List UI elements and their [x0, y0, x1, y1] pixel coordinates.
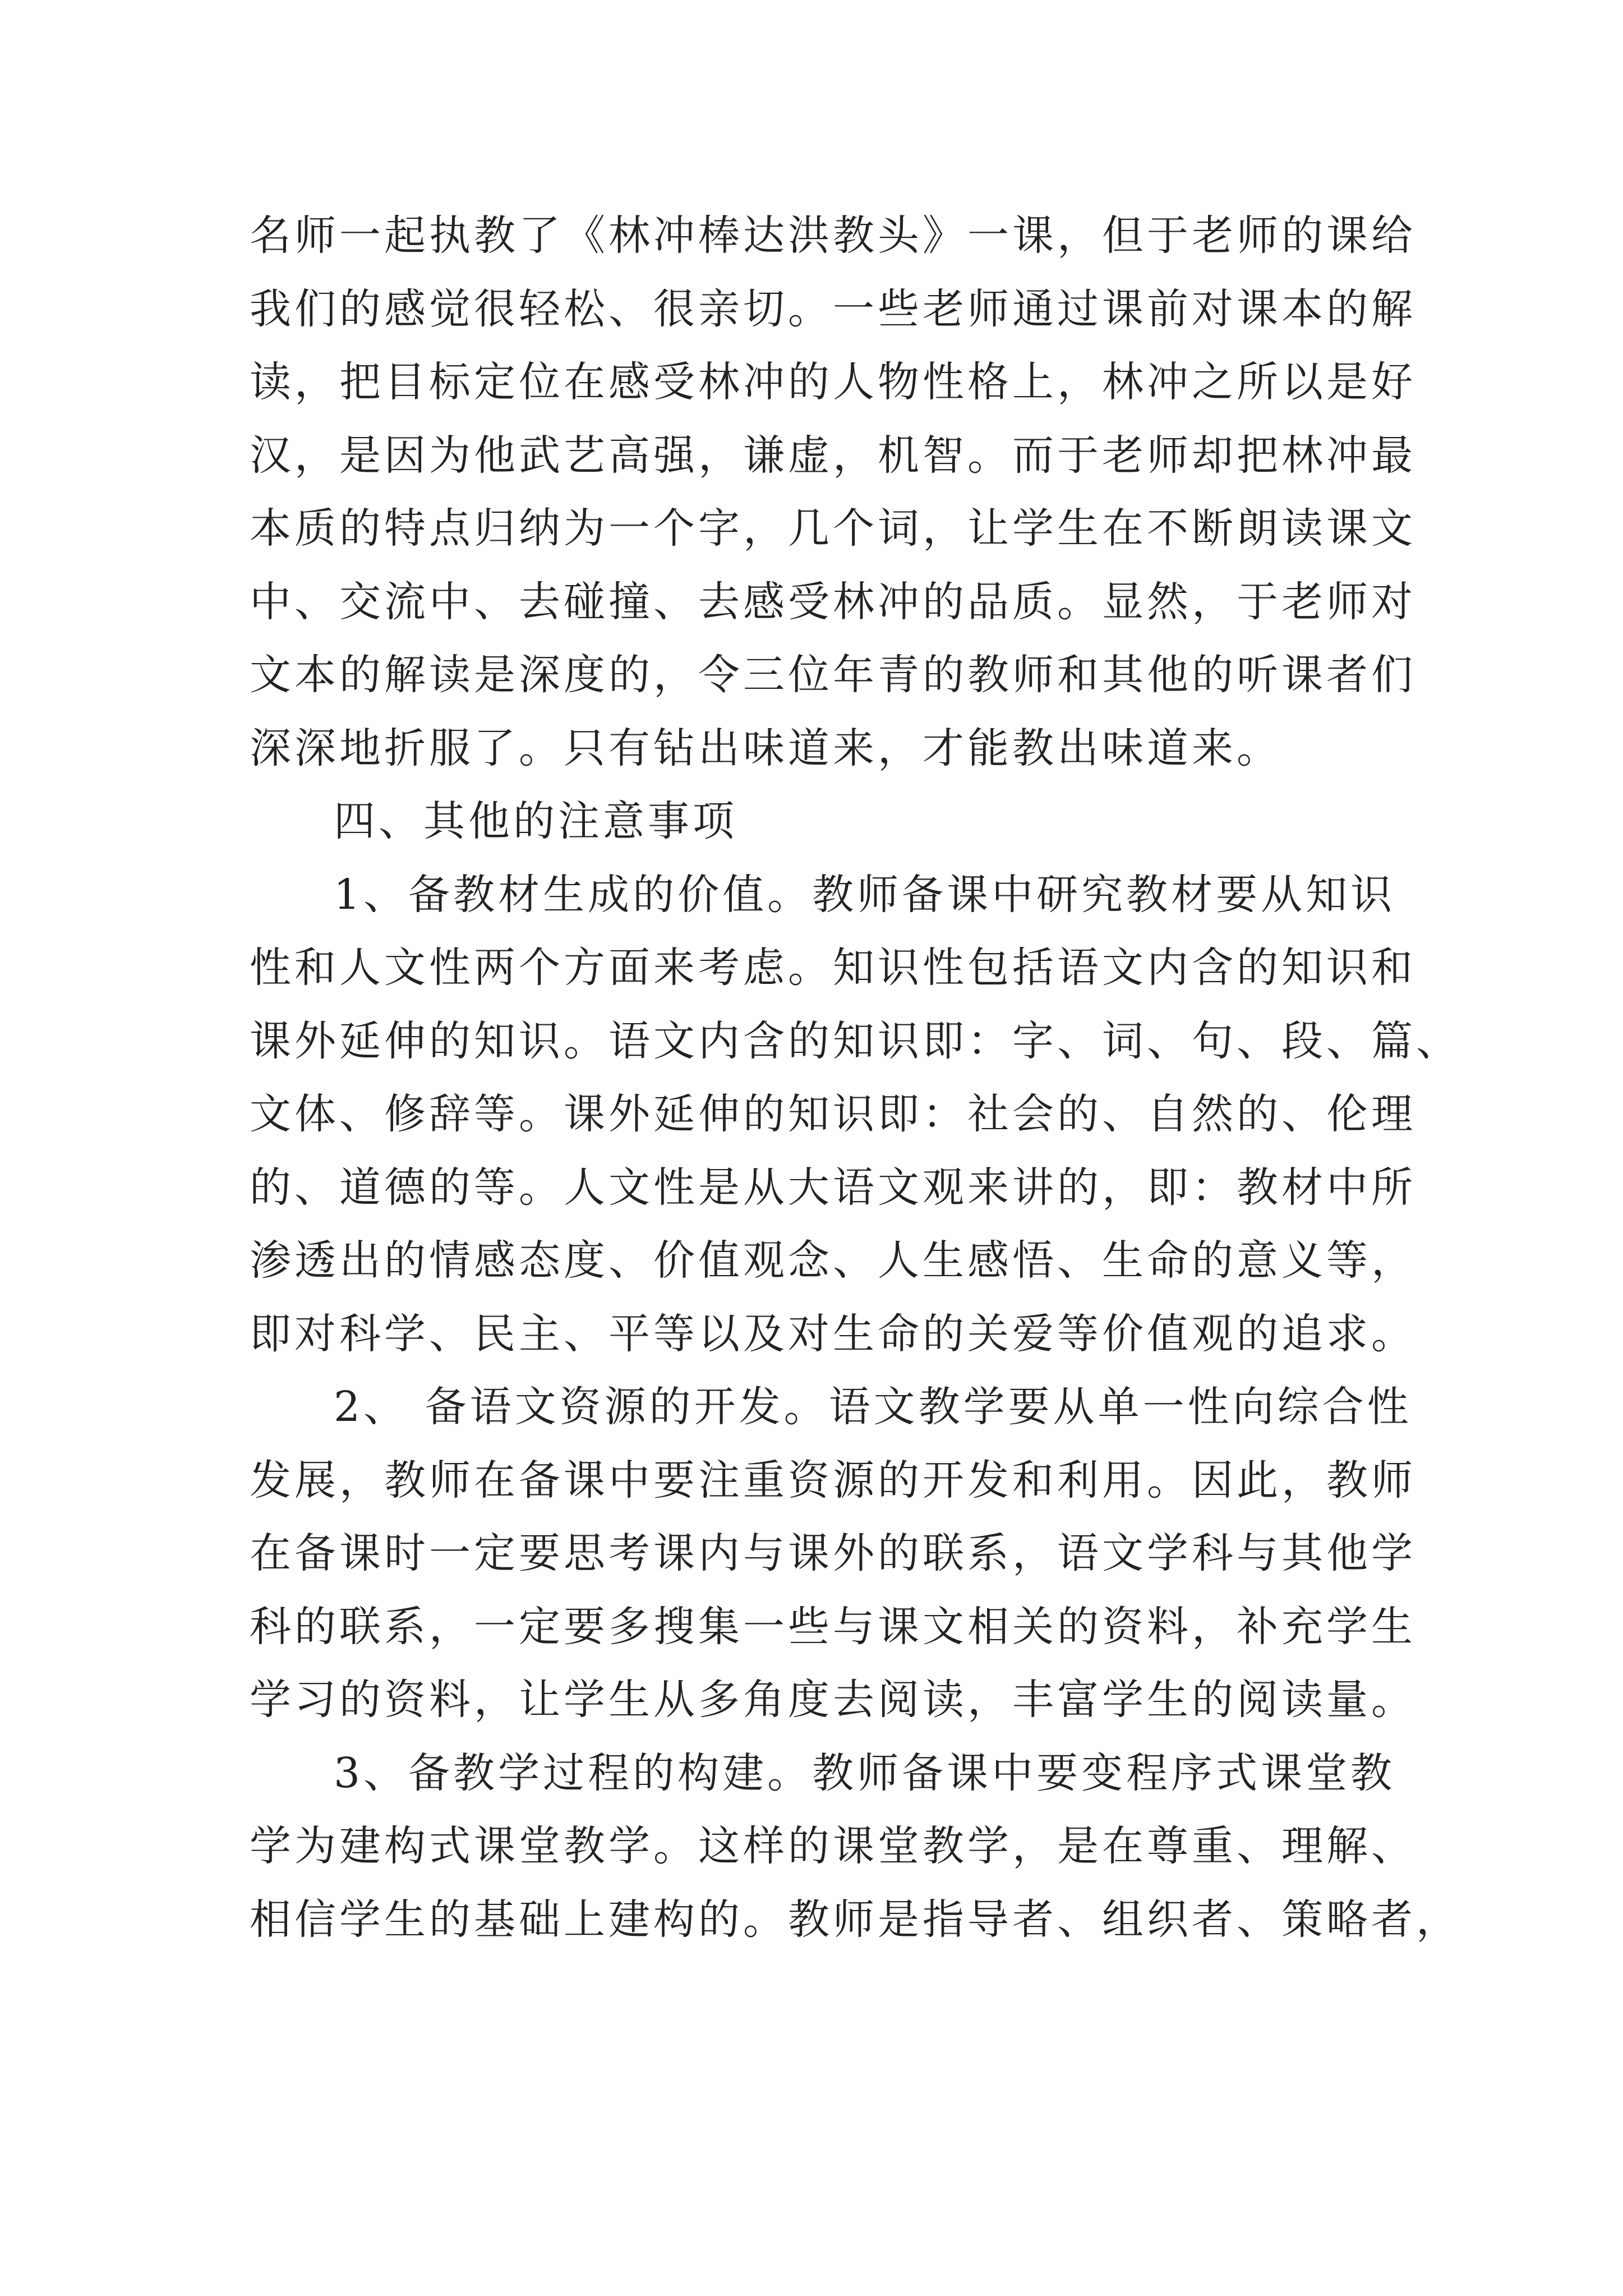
text-line: 学为建构式课堂教学。这样的课堂教学，是在尊重、理解、: [250, 1822, 1416, 1870]
section-heading: 四、其他的注意事项: [334, 797, 737, 845]
text-line: 文本的解读是深度的，令三位年青的教师和其他的听课者们: [250, 651, 1416, 699]
text-line: 读，把目标定位在感受林冲的人物性格上，林冲之所以是好: [250, 358, 1416, 406]
paragraph-first-line: 1、备教材生成的价值。教师备课中研究教材要从知识: [334, 870, 1396, 919]
text-line: 性和人文性两个方面来考虑。知识性包括语文内含的知识和: [250, 944, 1416, 992]
paragraph-first-line: 2、 备语文资源的开发。语文教学要从单一性向综合性: [334, 1383, 1412, 1431]
text-line: 文体、修辞等。课外延伸的知识即：社会的、自然的、伦理: [250, 1090, 1416, 1138]
text-line: 即对科学、民主、平等以及对生命的关爱等价值观的追求。: [250, 1309, 1416, 1358]
text-line: 名师一起执教了《林冲棒达洪教头》一课，但于老师的课给: [250, 211, 1416, 260]
text-line: 渗透出的情感态度、价值观念、人生感悟、生命的意义等，: [250, 1236, 1416, 1285]
text-line: 课外延伸的知识。语文内含的知识即：字、词、句、段、篇、: [250, 1016, 1461, 1065]
text-line: 相信学生的基础上建构的。教师是指导者、组织者、策略者，: [250, 1895, 1461, 1944]
text-line: 科的联系，一定要多搜集一些与课文相关的资料，补充学生: [250, 1602, 1416, 1651]
text-line: 汉，是因为他武艺高强，谦虚，机智。而于老师却把林冲最: [250, 431, 1416, 480]
paragraph-first-line: 3、备教学过程的构建。教师备课中要变程序式课堂教: [334, 1749, 1396, 1797]
document-body: [250, 199, 1461, 1956]
text-line: 的、道德的等。人文性是从大语文观来讲的，即：教材中所: [250, 1163, 1416, 1212]
text-line: 发展，教师在备课中要注重资源的开发和利用。因此，教师: [250, 1456, 1416, 1504]
text-line: 学习的资料，让学生从多角度去阅读，丰富学生的阅读量。: [250, 1676, 1416, 1724]
text-line: 我们的感觉很轻松、很亲切。一些老师通过课前对课本的解: [250, 284, 1416, 333]
text-line: 在备课时一定要思考课内与课外的联系，语文学科与其他学: [250, 1529, 1416, 1577]
text-line: 中、交流中、去碰撞、去感受林冲的品质。显然，于老师对: [250, 577, 1416, 626]
text-line: 深深地折服了。只有钻出味道来，才能教出味道来。: [250, 724, 1281, 772]
text-line: 本质的特点归纳为一个字，几个词，让学生在不断朗读课文: [250, 504, 1416, 553]
